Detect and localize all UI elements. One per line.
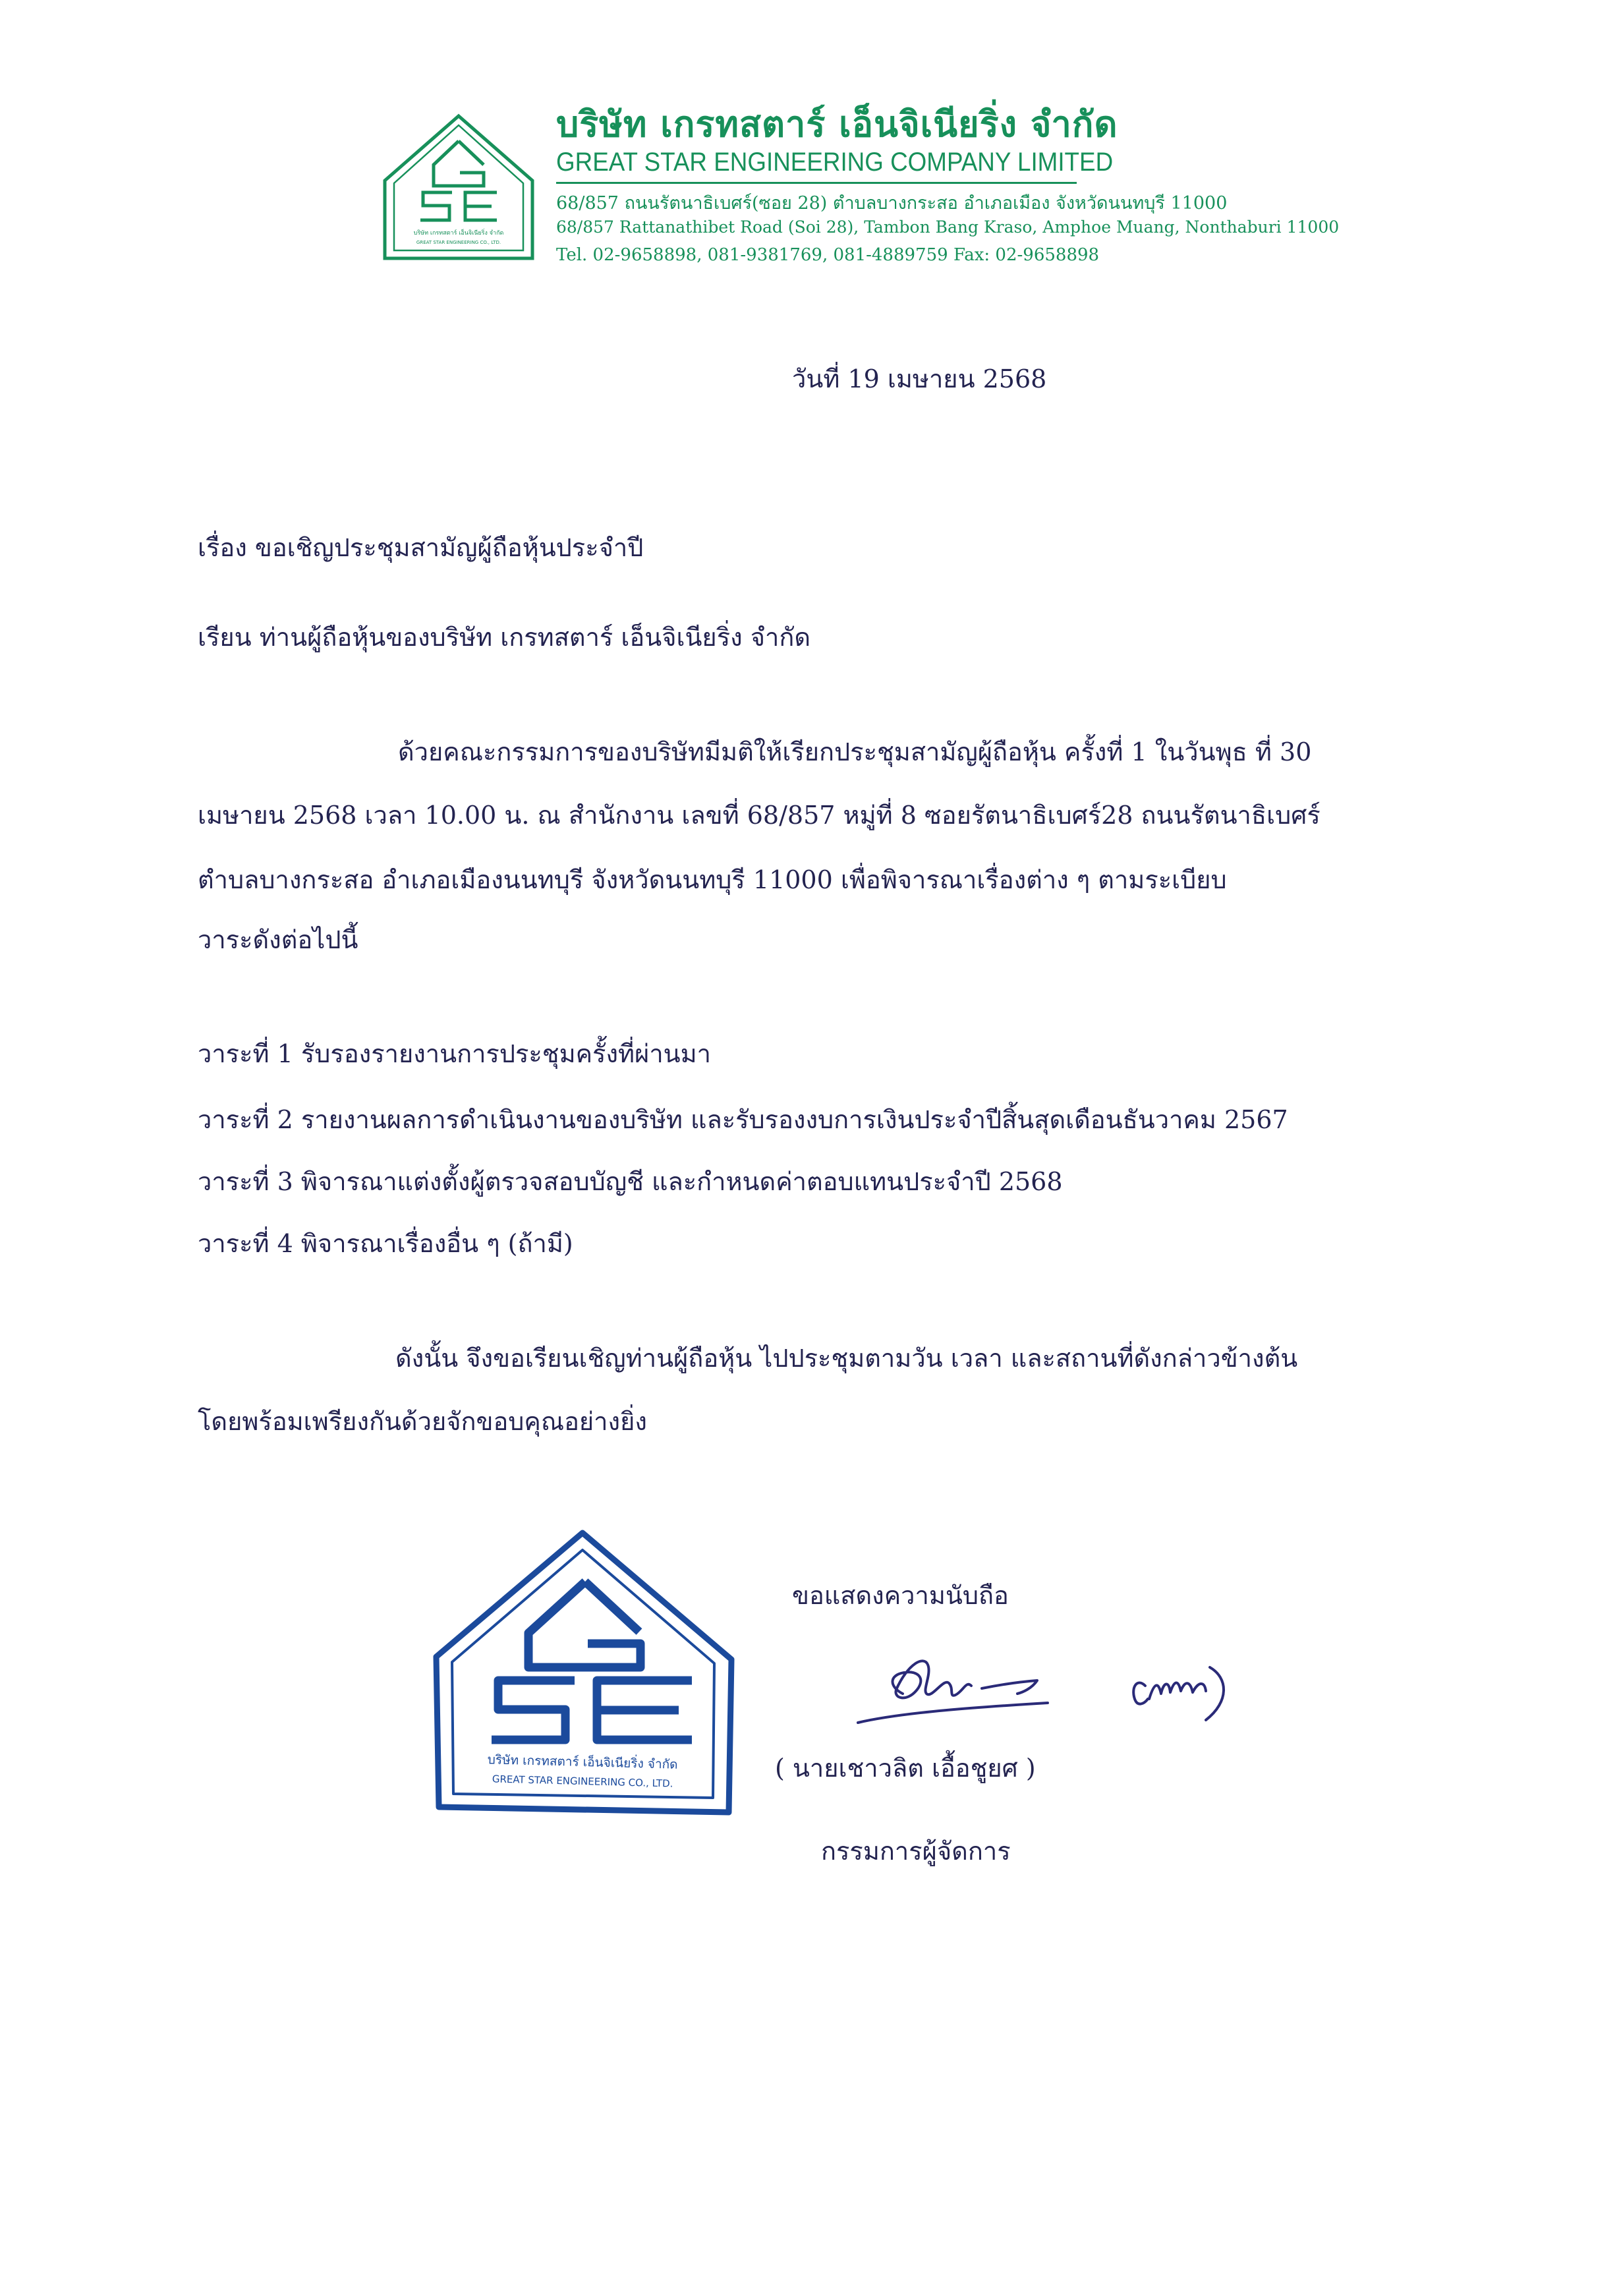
contact-phone: Tel. 02-9658898, 081-9381769, 081-4889759 Fax: 02-9658898 <box>556 245 1100 265</box>
paragraph-line: ดังนั้น จึงขอเรียนเชิญท่านผู้ถือหุ้น ไปประชุมตามวัน เวลา และสถานที่ดังกล่าวข้างต้น <box>395 1344 1298 1373</box>
paragraph-line: ด้วยคณะกรรมการของบริษัทมีมติให้เรียกประชุมสามัญผู้ถือหุ้น ครั้งที่ 1 ในวันพุธ ที่ 30 <box>398 737 1312 766</box>
company-name-underline <box>556 182 1077 184</box>
address-english: 68/857 Rattanathibet Road (Soi 28), Tambon Bang Kraso, Amphoe Muang, Nonthaburi 11000 <box>556 217 1340 237</box>
signer-name: ( นายเชาวลิต เอื้อชูยศ ) <box>775 1754 1036 1783</box>
agenda-item: วาระที่ 1 รับรองรายงานการประชุมครั้งที่ผ่านมา <box>198 1039 712 1068</box>
logo-english-text: GREAT STAR ENGINEERING CO., LTD. <box>416 240 501 245</box>
logo-thai-text: บริษัท เกรทสตาร์ เอ็นจิเนียริ่ง จำกัด <box>413 230 504 237</box>
closing-phrase: ขอแสดงความนับถือ <box>792 1581 1009 1610</box>
letter-salutation: เรียน ท่านผู้ถือหุ้นของบริษัท เกรทสตาร์ เอ็นจิเนียริ่ง จำกัด <box>198 623 811 652</box>
company-name-thai: บริษัท เกรทสตาร์ เอ็นจิเนียริ่ง จำกัด <box>556 103 1118 145</box>
agenda-item: วาระที่ 4 พิจารณาเรื่องอื่น ๆ (ถ้ามี) <box>198 1229 573 1258</box>
paragraph-line: วาระดังต่อไปนี้ <box>198 925 358 954</box>
company-logo <box>381 112 536 262</box>
stamp-english-text: GREAT STAR ENGINEERING CO., LTD. <box>492 1773 673 1790</box>
company-stamp <box>430 1528 739 1818</box>
paragraph-line: โดยพร้อมเพรียงกันด้วยจักขอบคุณอย่างยิ่ง <box>198 1407 647 1436</box>
agenda-item: วาระที่ 2 รายงานผลการดำเนินงานของบริษัท และรับรองงบการเงินประจำปีสิ้นสุดเดือนธันวาคม 2567 <box>198 1105 1288 1134</box>
paragraph-line: เมษายน 2568 เวลา 10.00 น. ณ สำนักงาน เลขที่ 68/857 หมู่ที่ 8 ซอยรัตนาธิเบศร์28 ถนนรัตนาธิเบศร์ <box>198 801 1321 830</box>
letter-subject: เรื่อง ขอเชิญประชุมสามัญผู้ถือหุ้นประจำปี <box>198 533 644 562</box>
letter-date: วันที่ 19 เมษายน 2568 <box>792 364 1047 393</box>
signer-position: กรรมการผู้จัดการ <box>821 1837 1011 1866</box>
company-name-english: GREAT STAR ENGINEERING COMPANY LIMITED <box>556 148 1114 177</box>
stamp-thai-text: บริษัท เกรทสตาร์ เอ็นจิเนียริ่ง จำกัด <box>487 1752 678 1772</box>
paragraph-line: ตำบลบางกระสอ อำเภอเมืองนนทบุรี จังหวัดนนทบุรี 11000 เพื่อพิจารณาเรื่องต่าง ๆ ตามระเบียบ <box>198 865 1227 894</box>
agenda-item: วาระที่ 3 พิจารณาแต่งตั้งผู้ตรวจสอบบัญชี และกำหนดค่าตอบแทนประจำปี 2568 <box>198 1167 1063 1196</box>
handwritten-signature <box>850 1638 1259 1750</box>
address-thai: 68/857 ถนนรัตนาธิเบศร์(ซอย 28) ตำบลบางกระสอ อำเภอเมือง จังหวัดนนทบุรี 11000 <box>556 193 1228 214</box>
